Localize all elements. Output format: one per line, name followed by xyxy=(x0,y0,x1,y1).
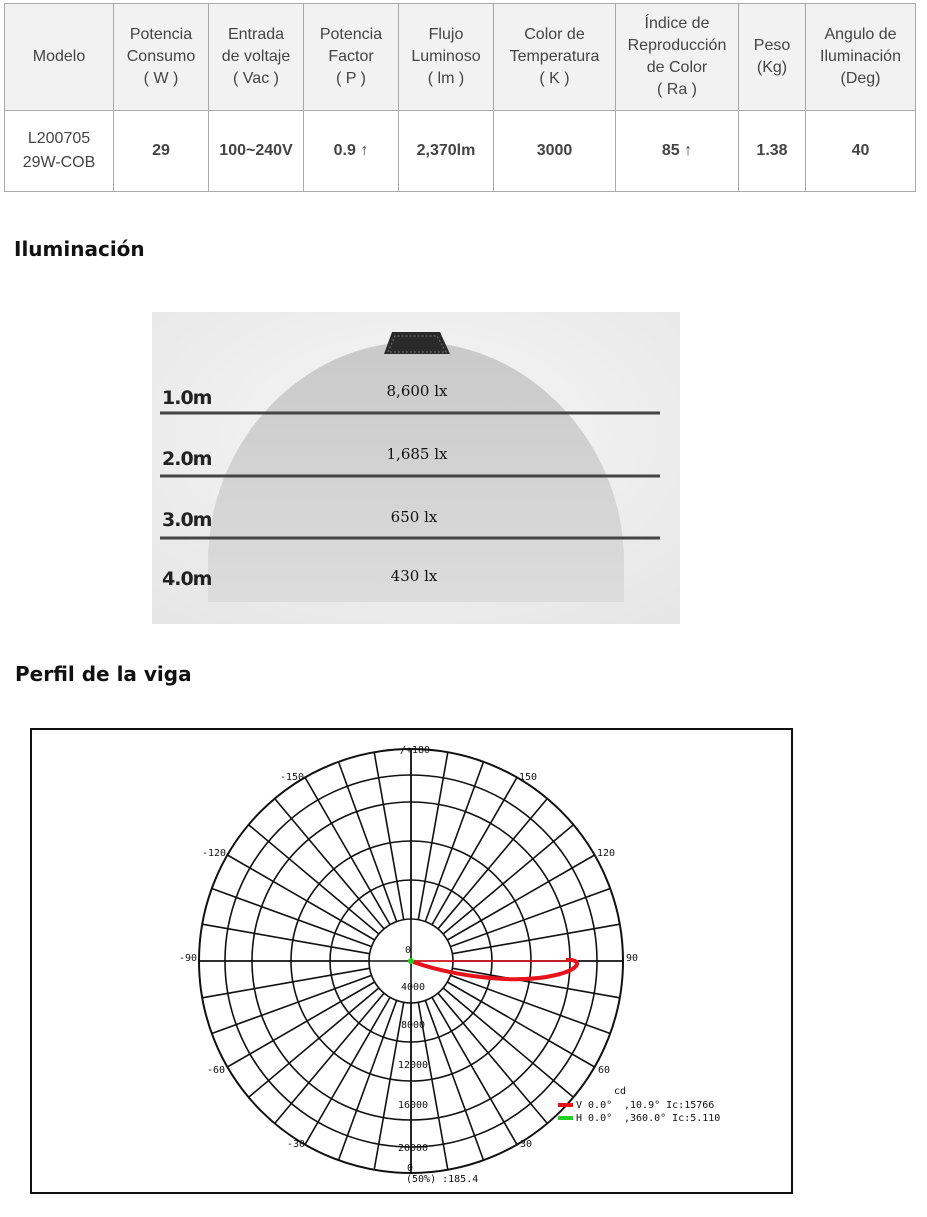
beam-profile-title: Perfil de la viga xyxy=(15,662,192,686)
cell-power-factor: 0.9 ↑ xyxy=(304,111,399,192)
cell-model: L200705 29W-COB xyxy=(5,111,114,192)
distance-label-4: 4.0m xyxy=(162,568,212,590)
table-header-row xyxy=(5,4,916,111)
angle-label-bottom-right: 30 xyxy=(519,1139,533,1150)
header-color-temperature: Color de Temperatura ( K ) xyxy=(494,4,616,111)
angle-label-right: 90 xyxy=(625,953,639,964)
header-cri: Índice de Reproducción de Color ( Ra ) xyxy=(616,4,739,111)
angle-label-upper-left: -150 xyxy=(279,772,305,783)
lux-label-2: 1,685 lx xyxy=(386,445,448,463)
cell-beam-angle: 40 xyxy=(806,111,916,192)
header-power-factor: Potencia Factor ( P ) xyxy=(304,4,399,111)
angle-label-bottom: 0 xyxy=(406,1163,414,1174)
radial-label: 0 xyxy=(404,945,412,956)
cell-weight: 1.38 xyxy=(739,111,806,192)
header-luminous-flux: Flujo Luminoso ( lm ) xyxy=(399,4,494,111)
beam-profile-chart xyxy=(30,728,793,1194)
illumination-diagram xyxy=(152,312,680,624)
angle-label-mid-upper-right: 120 xyxy=(596,848,616,859)
radial-label: 16000 xyxy=(397,1100,429,1111)
lux-label-1: 8,600 lx xyxy=(386,382,448,400)
angle-label-top: -/+180 xyxy=(393,745,431,756)
radial-label: 12000 xyxy=(397,1060,429,1071)
table-row xyxy=(5,111,916,192)
angle-label-upper-right: 150 xyxy=(518,772,538,783)
header-beam-angle: Angulo de Iluminación (Deg) xyxy=(806,4,916,111)
distance-label-3: 3.0m xyxy=(162,509,212,531)
radial-label: 20000 xyxy=(397,1143,429,1154)
legend-note-v: ,10.9° Ic:15766 xyxy=(624,1100,715,1111)
footer-note: (50%) :185.4 xyxy=(406,1174,479,1185)
header-voltage: Entrada de voltaje ( Vac ) xyxy=(209,4,304,111)
luminaire-icon xyxy=(384,332,450,354)
legend-unit: cd xyxy=(614,1086,627,1097)
cell-color-temperature: 3000 xyxy=(494,111,616,192)
header-model: Modelo xyxy=(5,4,114,111)
distance-label-1: 1.0m xyxy=(162,387,212,409)
curve-h xyxy=(408,958,414,964)
angle-label-bottom-left: -30 xyxy=(286,1139,306,1150)
legend-name-v: V 0.0° xyxy=(576,1100,613,1111)
radial-label: 8000 xyxy=(400,1020,426,1031)
lux-label-3: 650 lx xyxy=(390,508,438,526)
legend-name-h: H 0.0° xyxy=(576,1113,613,1124)
cell-voltage: 100~240V xyxy=(209,111,304,192)
lux-label-4: 430 lx xyxy=(390,567,438,585)
radial-label: 4000 xyxy=(400,982,426,993)
angle-label-mid-upper-left: -120 xyxy=(201,848,227,859)
angle-label-left: -90 xyxy=(178,953,198,964)
cell-luminous-flux: 2,370lm xyxy=(399,111,494,192)
legend-note-h: ,360.0° Ic:5.110 xyxy=(624,1113,721,1124)
angle-label-lower-left: -60 xyxy=(206,1065,226,1076)
cell-cri: 85 ↑ xyxy=(616,111,739,192)
angle-label-lower-right: 60 xyxy=(597,1065,611,1076)
header-weight: Peso (Kg) xyxy=(739,4,806,111)
spec-table xyxy=(4,3,916,192)
illumination-title: Iluminación xyxy=(14,237,145,261)
distance-label-2: 2.0m xyxy=(162,448,212,470)
header-power: Potencia Consumo ( W ) xyxy=(114,4,209,111)
cell-power: 29 xyxy=(114,111,209,192)
